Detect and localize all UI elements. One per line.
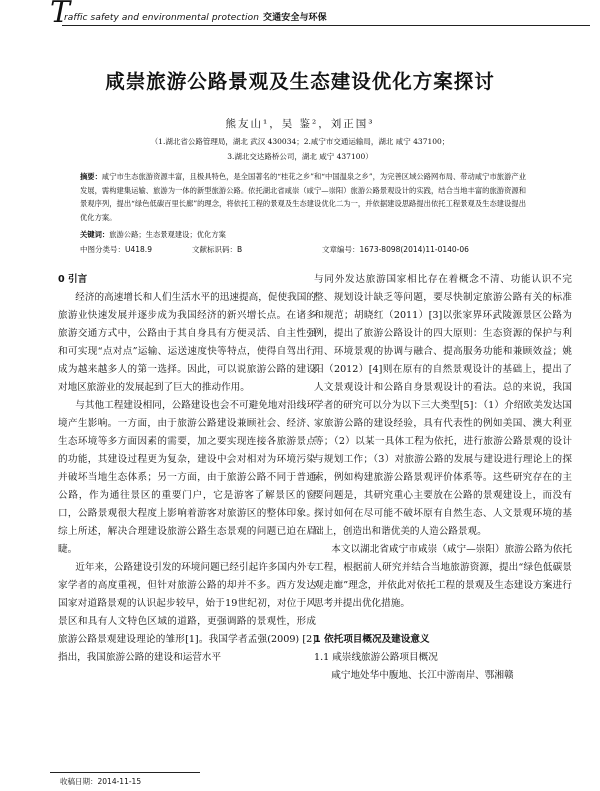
header-initial: T <box>50 0 71 30</box>
body-paragraph: 近年来，公路建设引发的环境问题已经引起许多国内外专家学者的高度重视，但针对旅游公路的却并不多。西方发达国家对道路景观的认识起步较早，始于19世纪初，对位于风景区和具有人文特色区域的道路，更强调路的景观性，形成旅游公路景观建设理论的雏形[1]。我国学者孟强(2009) [2]指出，我国旅游公路的建设和运营水平 <box>58 562 316 663</box>
spacer <box>314 613 572 631</box>
footnote-rule <box>50 772 200 773</box>
abstract-text: 咸宁市生态旅游资源丰富，且极具特色，是全国著名的“桂花之乡”和“中国温泉之乡”，为完善区域公路网布局、带动咸宁市旅游产业发展，需构建集运输、旅游为一体的新型旅游公路。依托湖北省咸崇（咸宁—崇阳）旅游公路景观设计的实践，结合当地丰富的旅游资源和景观序列，提出“绿色低碳百里长廊”的理念，将依托工程的景观及生态建设优化二为一，并依据建设思路提出依托工程景观及生态建设提出优化方案。 <box>80 172 526 222</box>
affiliation-line-1: （1.湖北省公路管理局，湖北 武汉 430034；2.咸宁市交通运输局，湖北 咸宁 437100； <box>150 137 450 146</box>
received-date: 收稿日期：2014-11-15 <box>60 777 142 786</box>
left-column <box>58 271 316 667</box>
keywords-text: 旅游公路；生态景观建设；优化方案 <box>109 230 226 239</box>
section-heading: 1 依托项目概况及建设意义 <box>314 634 430 645</box>
clc-number: 中图分类号：U418.9 <box>80 245 152 254</box>
affiliation-line-2: 3.湖北交达路桥公司，湖北 咸宁 437100） <box>227 152 373 161</box>
body-paragraph: 与其他工程建设相同，公路建设也会不可避免地对沿线环境产生影响。一方面，由于旅游公路建设兼顾社会、经济、生态环境等多方面因素的需要，加之要实现连接各旅游景点的功能，其建设过程更为复杂，建设中会对相对为环境污染并破坏当地生态体系；另一方面，由于旅游公路不同于普通公路，作为通往景区的重要门户，它是游客了解景区的窗口，公路景观很大程度上影响着游客对旅游区的整体印象。综上所述，解决合理建设旅游公路生态景观的问题已迫在眉睫。 <box>58 400 316 555</box>
keywords-label: 关键词： <box>80 230 110 239</box>
header-english: raffic safety and environmental protection <box>64 13 260 23</box>
document-code: 文献标识码：B <box>192 245 243 254</box>
abstract-label: 摘要： <box>80 172 102 181</box>
section-heading: 0 引言 <box>58 274 88 285</box>
body-paragraph: 经济的高速增长和人们生活水平的迅速提高，促使我国的旅游业快速发展并逐步成为我国经济的新兴增长点。在诸多旅游交通方式中，公路由于其自身具有方便灵活、自主性强和可实现“点对点”运输、运送速度快等特点，使得自驾出行成为越来越多人的第一选择。因此，可以说旅游公路的建设对地区旅游业的发展起到了巨大的推动作用。 <box>58 292 316 393</box>
abstract <box>80 170 526 224</box>
subsection-heading: 1.1 咸崇线旅游公路项目概况 <box>314 652 438 663</box>
body-paragraph: 本文以湖北省咸宁市咸崇（咸宁—崇阳）旅游公路为依托工程，根据前人研究并结合当地旅游资源，提出“绿色低碳景观走廊”理念，并依此对依托工程的景观及生态建设方案进行思考并提出优化措施。 <box>314 544 572 609</box>
header-text <box>64 10 327 23</box>
body-paragraph: 咸宁地处华中腹地、长江中游南岸、鄂湘赣 <box>331 670 514 681</box>
keywords <box>80 230 226 240</box>
running-header <box>50 0 590 30</box>
paper-title: 咸崇旅游公路景观及生态建设优化方案探讨 <box>105 70 495 93</box>
header-chinese: 交通安全与环保 <box>263 13 327 23</box>
right-column <box>314 271 572 685</box>
header-rule <box>62 25 590 26</box>
body-paragraph: 与同外发达旅游国家相比存在着概念不清、功能认识不完整、规划设计缺乏等问题，要尽快制定旅游公路有关的标准和规范；胡晓红（2011）[3]以张家界环武陵源景区公路为例，提出了旅游公路设计的四大原则：生态资源的保护与利用、环境景观的协调与融合、提高服务功能和兼顾效益；姚阳（2012）[4]则在原有的自然景观设计的基础上，提出了人文景观设计和公路自身景观设计的看法。总的来说，我国学者的研究可以分为以下三大类型[5]：（1）介绍欧美发达国家旅游公路的建设经验，具有代表性的例如美国、澳大利亚等；（2）以某一具体工程为依托，进行旅游公路景观的设计与规划工作；（3）对旅游公路的发展与建设进行理论上的探索，例如构建旅游公路景观评价体系等。这些研究存在的主要问题是，其研究重心主要放在公路的景观建设上，而没有探讨如何在尽可能不破坏原有自然生态、人文景观环境的基础上，创造出和谐优美的人造公路景观。 <box>314 274 572 537</box>
article-number: 文章编号：1673-8098(2014)11-0140-06 <box>322 245 469 254</box>
author-list: 熊友山¹，吴 鉴²，刘正国³ <box>225 118 375 130</box>
